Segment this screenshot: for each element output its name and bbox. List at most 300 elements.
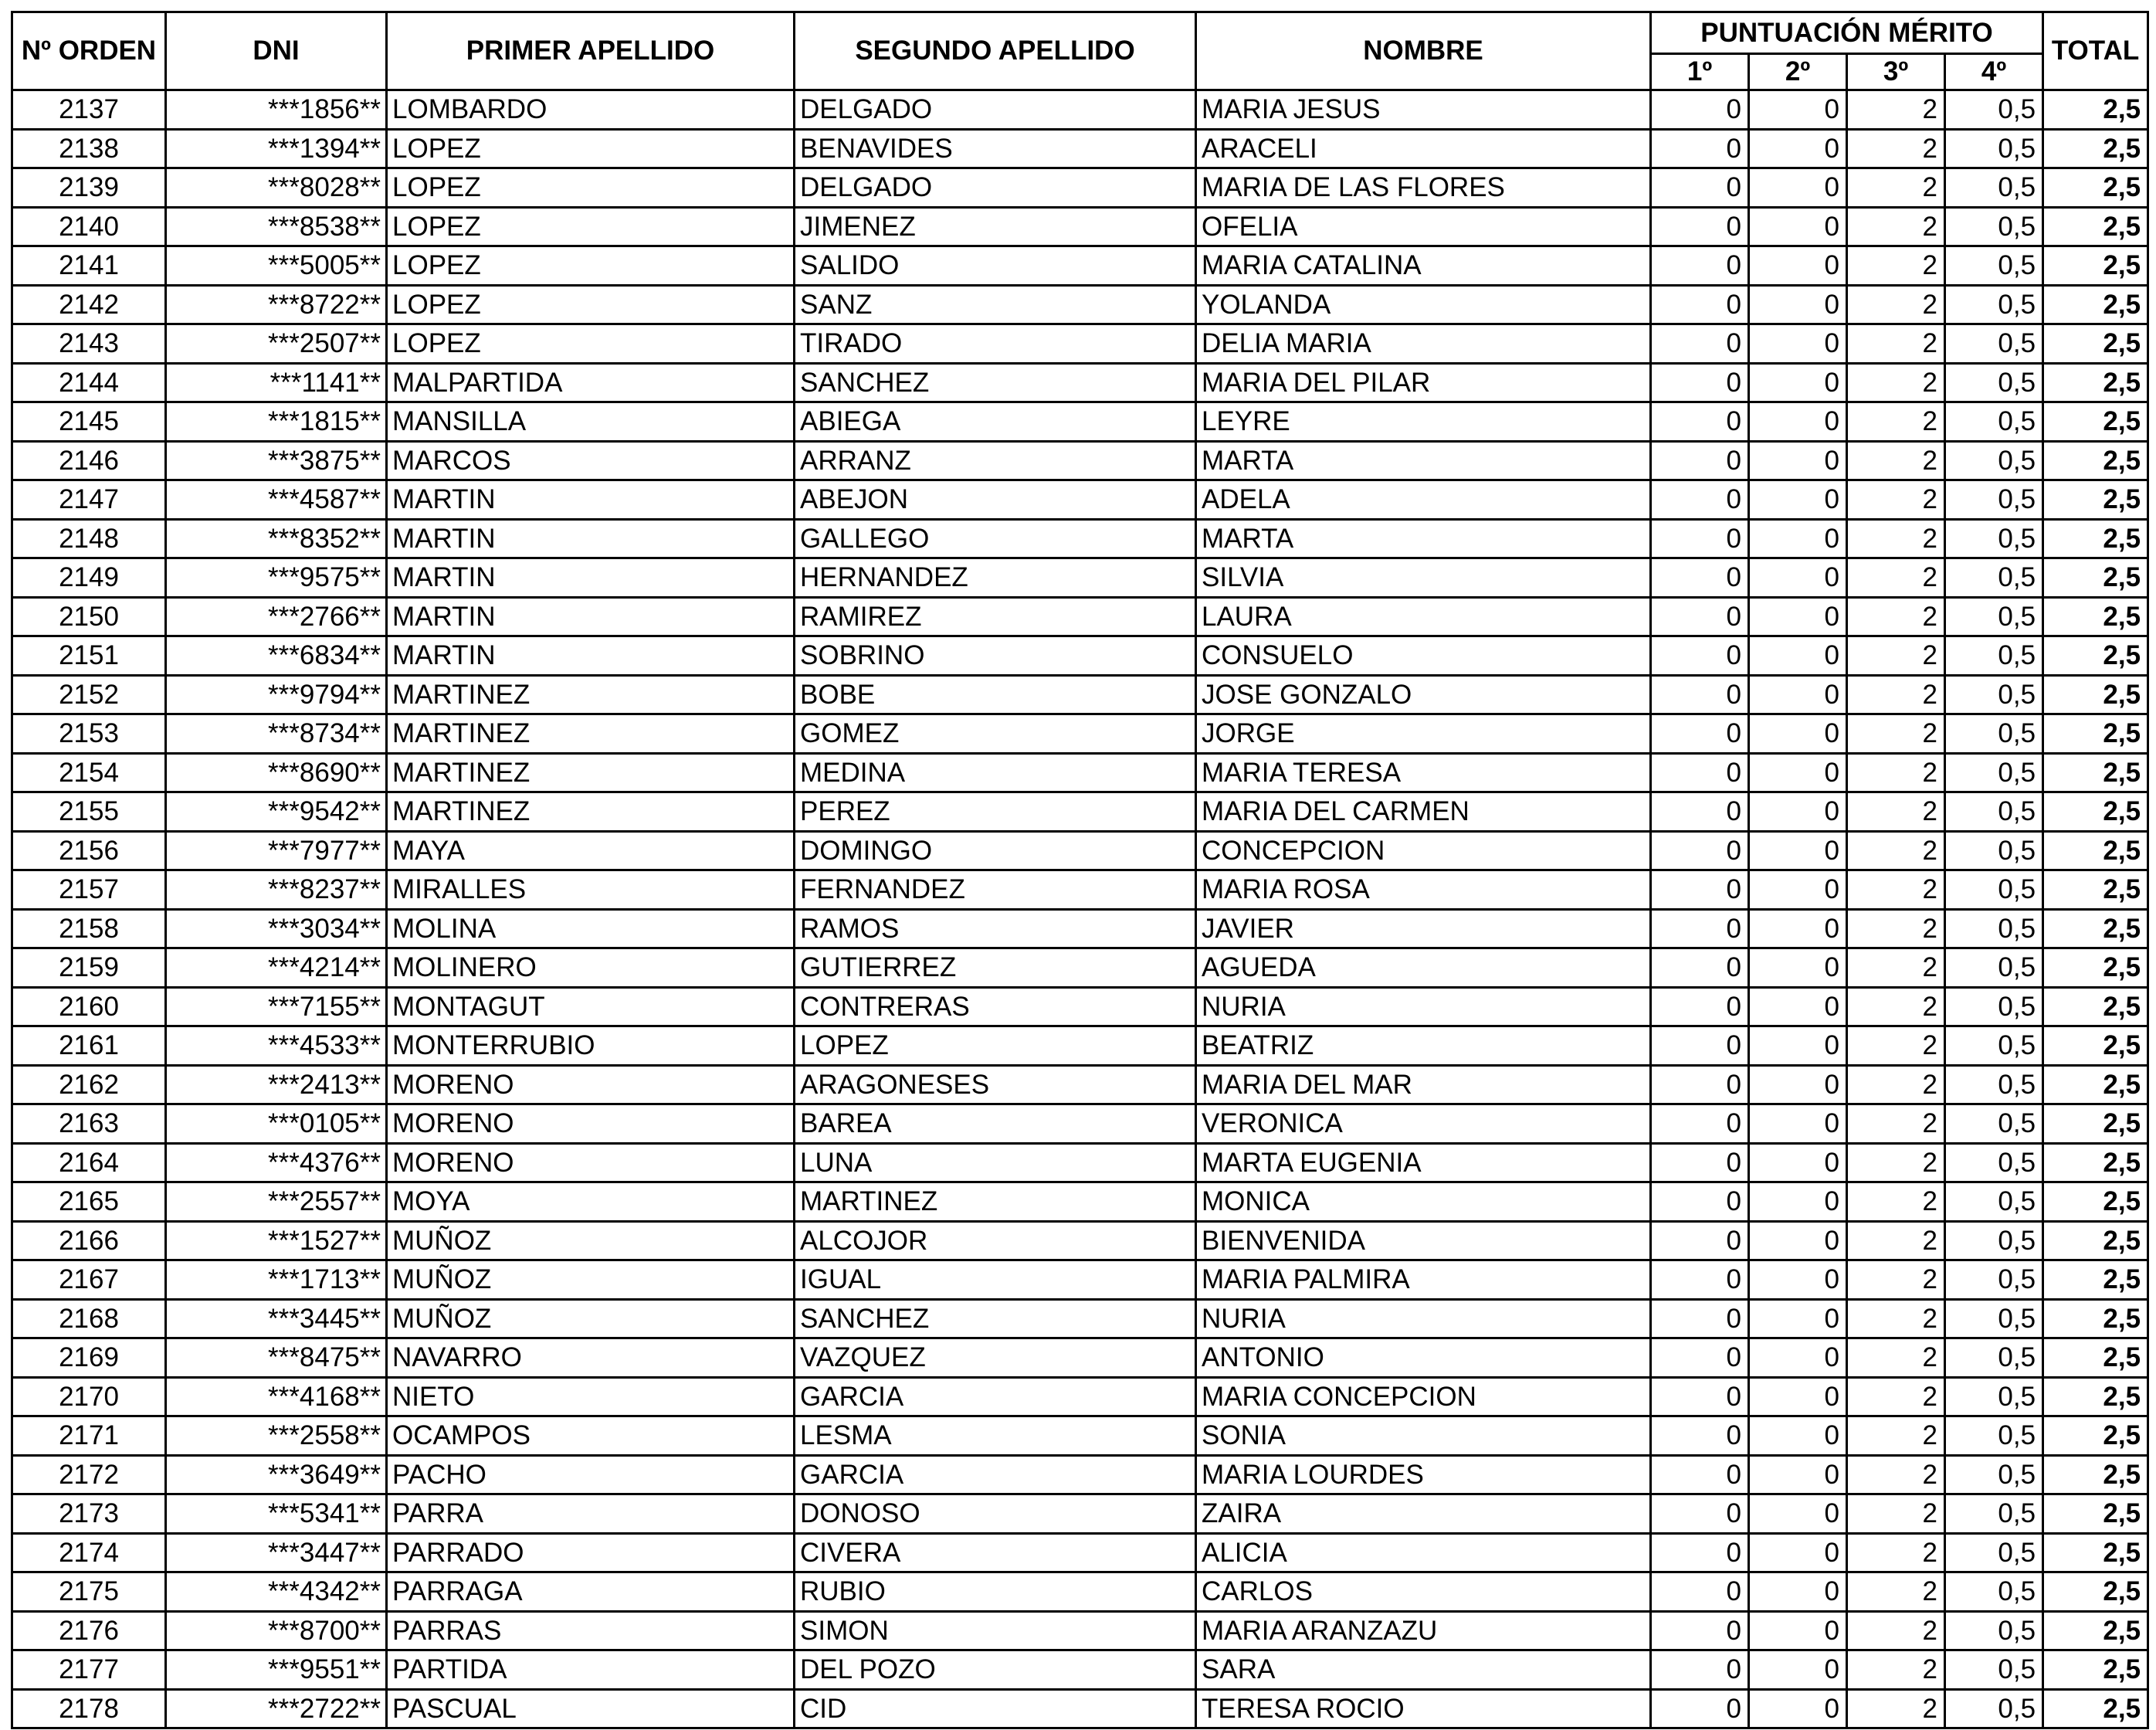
- cell-merito-2: 0: [1749, 675, 1847, 714]
- cell-segundo-apellido: CONTRERAS: [795, 987, 1196, 1026]
- cell-merito-2: 0: [1749, 207, 1847, 246]
- cell-orden: 2148: [12, 519, 166, 558]
- cell-total: 2,5: [2043, 987, 2148, 1026]
- cell-merito-3: 2: [1847, 792, 1945, 832]
- cell-merito-2: 0: [1749, 1026, 1847, 1066]
- table-row: [12, 1377, 2148, 1416]
- cell-segundo-apellido: SANCHEZ: [795, 1299, 1196, 1338]
- cell-total: 2,5: [2043, 324, 2148, 364]
- cell-merito-3: 2: [1847, 1650, 1945, 1690]
- cell-orden: 2147: [12, 480, 166, 520]
- cell-orden: 2156: [12, 831, 166, 870]
- cell-segundo-apellido: DOMINGO: [795, 831, 1196, 870]
- cell-merito-3: 2: [1847, 948, 1945, 988]
- cell-primer-apellido: MALPARTIDA: [387, 363, 795, 402]
- cell-merito-3: 2: [1847, 909, 1945, 948]
- header-orden: Nº ORDEN: [12, 12, 166, 90]
- cell-segundo-apellido: ABIEGA: [795, 402, 1196, 442]
- table-row: [12, 831, 2148, 870]
- cell-segundo-apellido: CID: [795, 1689, 1196, 1728]
- cell-orden: 2143: [12, 324, 166, 364]
- cell-merito-2: 0: [1749, 1221, 1847, 1260]
- cell-merito-3: 2: [1847, 1533, 1945, 1572]
- cell-nombre: CARLOS: [1196, 1572, 1651, 1612]
- cell-merito-4: 0,5: [1945, 363, 2043, 402]
- cell-segundo-apellido: DEL POZO: [795, 1650, 1196, 1690]
- cell-nombre: MARIA DEL CARMEN: [1196, 792, 1651, 832]
- cell-merito-3: 2: [1847, 1611, 1945, 1650]
- cell-orden: 2139: [12, 168, 166, 208]
- cell-merito-4: 0,5: [1945, 1182, 2043, 1222]
- cell-segundo-apellido: RUBIO: [795, 1572, 1196, 1612]
- cell-segundo-apellido: JIMENEZ: [795, 207, 1196, 246]
- cell-segundo-apellido: SANZ: [795, 285, 1196, 324]
- cell-merito-3: 2: [1847, 1494, 1945, 1534]
- cell-primer-apellido: MARTINEZ: [387, 792, 795, 832]
- cell-merito-2: 0: [1749, 285, 1847, 324]
- cell-total: 2,5: [2043, 597, 2148, 636]
- cell-nombre: JAVIER: [1196, 909, 1651, 948]
- cell-nombre: MARTA EUGENIA: [1196, 1143, 1651, 1182]
- cell-primer-apellido: MANSILLA: [387, 402, 795, 442]
- cell-nombre: ZAIRA: [1196, 1494, 1651, 1534]
- cell-primer-apellido: LOPEZ: [387, 129, 795, 168]
- cell-nombre: MARIA ROSA: [1196, 870, 1651, 910]
- cell-merito-4: 0,5: [1945, 519, 2043, 558]
- cell-merito-2: 0: [1749, 129, 1847, 168]
- cell-merito-3: 2: [1847, 1221, 1945, 1260]
- cell-merito-1: 0: [1651, 597, 1749, 636]
- cell-merito-1: 0: [1651, 1572, 1749, 1612]
- cell-merito-3: 2: [1847, 870, 1945, 910]
- cell-dni: ***9794**: [166, 675, 387, 714]
- cell-nombre: YOLANDA: [1196, 285, 1651, 324]
- cell-segundo-apellido: HERNANDEZ: [795, 558, 1196, 598]
- cell-total: 2,5: [2043, 831, 2148, 870]
- cell-merito-4: 0,5: [1945, 831, 2043, 870]
- cell-merito-3: 2: [1847, 246, 1945, 286]
- cell-nombre: OFELIA: [1196, 207, 1651, 246]
- header-nombre: NOMBRE: [1196, 12, 1651, 90]
- cell-merito-3: 2: [1847, 519, 1945, 558]
- cell-orden: 2137: [12, 90, 166, 130]
- cell-nombre: CONCEPCION: [1196, 831, 1651, 870]
- cell-nombre: LEYRE: [1196, 402, 1651, 442]
- cell-merito-4: 0,5: [1945, 1572, 2043, 1612]
- cell-orden: 2168: [12, 1299, 166, 1338]
- cell-nombre: NURIA: [1196, 1299, 1651, 1338]
- cell-total: 2,5: [2043, 1494, 2148, 1534]
- cell-segundo-apellido: BOBE: [795, 675, 1196, 714]
- cell-dni: ***2413**: [166, 1065, 387, 1104]
- cell-orden: 2172: [12, 1455, 166, 1494]
- cell-merito-1: 0: [1651, 1221, 1749, 1260]
- cell-merito-1: 0: [1651, 1104, 1749, 1144]
- cell-merito-3: 2: [1847, 207, 1945, 246]
- cell-nombre: BIENVENIDA: [1196, 1221, 1651, 1260]
- cell-merito-4: 0,5: [1945, 1611, 2043, 1650]
- cell-merito-1: 0: [1651, 90, 1749, 130]
- cell-merito-1: 0: [1651, 246, 1749, 286]
- cell-segundo-apellido: PEREZ: [795, 792, 1196, 832]
- cell-primer-apellido: PASCUAL: [387, 1689, 795, 1728]
- cell-dni: ***3445**: [166, 1299, 387, 1338]
- cell-segundo-apellido: BENAVIDES: [795, 129, 1196, 168]
- cell-primer-apellido: PARRAGA: [387, 1572, 795, 1612]
- cell-primer-apellido: MUÑOZ: [387, 1299, 795, 1338]
- cell-dni: ***9551**: [166, 1650, 387, 1690]
- cell-nombre: MARTA: [1196, 441, 1651, 480]
- table-row: [12, 1299, 2148, 1338]
- cell-dni: ***8538**: [166, 207, 387, 246]
- cell-dni: ***7977**: [166, 831, 387, 870]
- cell-total: 2,5: [2043, 1416, 2148, 1456]
- cell-merito-3: 2: [1847, 1026, 1945, 1066]
- cell-merito-1: 0: [1651, 1533, 1749, 1572]
- cell-total: 2,5: [2043, 168, 2148, 208]
- cell-merito-2: 0: [1749, 519, 1847, 558]
- cell-total: 2,5: [2043, 1455, 2148, 1494]
- table-row: [12, 558, 2148, 598]
- cell-merito-2: 0: [1749, 792, 1847, 832]
- cell-primer-apellido: MORENO: [387, 1143, 795, 1182]
- cell-dni: ***4168**: [166, 1377, 387, 1416]
- table-row: [12, 909, 2148, 948]
- cell-total: 2,5: [2043, 1338, 2148, 1378]
- table-row: [12, 1065, 2148, 1104]
- cell-dni: ***4587**: [166, 480, 387, 520]
- cell-primer-apellido: NIETO: [387, 1377, 795, 1416]
- cell-orden: 2153: [12, 714, 166, 754]
- cell-merito-3: 2: [1847, 675, 1945, 714]
- cell-merito-4: 0,5: [1945, 1065, 2043, 1104]
- cell-merito-1: 0: [1651, 675, 1749, 714]
- cell-nombre: TERESA ROCIO: [1196, 1689, 1651, 1728]
- cell-nombre: MARIA TERESA: [1196, 753, 1651, 792]
- cell-merito-2: 0: [1749, 90, 1847, 130]
- cell-merito-1: 0: [1651, 324, 1749, 364]
- cell-merito-1: 0: [1651, 1338, 1749, 1378]
- cell-dni: ***8352**: [166, 519, 387, 558]
- cell-total: 2,5: [2043, 1533, 2148, 1572]
- table-row: [12, 597, 2148, 636]
- cell-merito-4: 0,5: [1945, 1455, 2043, 1494]
- cell-total: 2,5: [2043, 870, 2148, 910]
- cell-dni: ***4342**: [166, 1572, 387, 1612]
- cell-merito-3: 2: [1847, 1182, 1945, 1222]
- cell-primer-apellido: MARTIN: [387, 558, 795, 598]
- cell-total: 2,5: [2043, 1650, 2148, 1690]
- table-row: [12, 441, 2148, 480]
- cell-orden: 2164: [12, 1143, 166, 1182]
- cell-orden: 2178: [12, 1689, 166, 1728]
- cell-merito-1: 0: [1651, 363, 1749, 402]
- cell-merito-2: 0: [1749, 1182, 1847, 1222]
- cell-orden: 2151: [12, 636, 166, 676]
- cell-merito-2: 0: [1749, 636, 1847, 676]
- cell-segundo-apellido: VAZQUEZ: [795, 1338, 1196, 1378]
- cell-merito-1: 0: [1651, 987, 1749, 1026]
- cell-merito-3: 2: [1847, 558, 1945, 598]
- cell-dni: ***5341**: [166, 1494, 387, 1534]
- cell-nombre: MARIA CATALINA: [1196, 246, 1651, 286]
- cell-segundo-apellido: IGUAL: [795, 1260, 1196, 1300]
- cell-merito-4: 0,5: [1945, 636, 2043, 676]
- cell-merito-4: 0,5: [1945, 558, 2043, 598]
- cell-dni: ***8690**: [166, 753, 387, 792]
- cell-segundo-apellido: LOPEZ: [795, 1026, 1196, 1066]
- cell-orden: 2163: [12, 1104, 166, 1144]
- cell-primer-apellido: MOLINA: [387, 909, 795, 948]
- cell-orden: 2169: [12, 1338, 166, 1378]
- cell-merito-4: 0,5: [1945, 1533, 2043, 1572]
- cell-merito-1: 0: [1651, 1377, 1749, 1416]
- table-row: [12, 363, 2148, 402]
- cell-primer-apellido: MONTAGUT: [387, 987, 795, 1026]
- cell-merito-4: 0,5: [1945, 753, 2043, 792]
- cell-segundo-apellido: CIVERA: [795, 1533, 1196, 1572]
- cell-merito-3: 2: [1847, 714, 1945, 754]
- cell-nombre: MARIA LOURDES: [1196, 1455, 1651, 1494]
- cell-nombre: AGUEDA: [1196, 948, 1651, 988]
- table-row: [12, 1494, 2148, 1534]
- cell-merito-1: 0: [1651, 1143, 1749, 1182]
- cell-merito-3: 2: [1847, 1416, 1945, 1456]
- header-dni: DNI: [166, 12, 387, 90]
- table-row: [12, 1182, 2148, 1222]
- table-row: [12, 1104, 2148, 1144]
- cell-orden: 2149: [12, 558, 166, 598]
- cell-primer-apellido: LOMBARDO: [387, 90, 795, 130]
- table-row: [12, 1611, 2148, 1650]
- cell-merito-1: 0: [1651, 402, 1749, 442]
- cell-nombre: LAURA: [1196, 597, 1651, 636]
- cell-merito-1: 0: [1651, 1065, 1749, 1104]
- cell-merito-2: 0: [1749, 597, 1847, 636]
- cell-merito-3: 2: [1847, 129, 1945, 168]
- cell-merito-3: 2: [1847, 1104, 1945, 1144]
- cell-segundo-apellido: RAMIREZ: [795, 597, 1196, 636]
- cell-merito-4: 0,5: [1945, 1299, 2043, 1338]
- cell-segundo-apellido: ABEJON: [795, 480, 1196, 520]
- cell-merito-4: 0,5: [1945, 480, 2043, 520]
- cell-merito-4: 0,5: [1945, 285, 2043, 324]
- cell-primer-apellido: LOPEZ: [387, 324, 795, 364]
- cell-merito-1: 0: [1651, 207, 1749, 246]
- cell-primer-apellido: LOPEZ: [387, 285, 795, 324]
- cell-orden: 2150: [12, 597, 166, 636]
- cell-total: 2,5: [2043, 246, 2148, 286]
- cell-merito-4: 0,5: [1945, 987, 2043, 1026]
- cell-primer-apellido: MORENO: [387, 1065, 795, 1104]
- cell-orden: 2141: [12, 246, 166, 286]
- cell-total: 2,5: [2043, 285, 2148, 324]
- cell-merito-3: 2: [1847, 1260, 1945, 1300]
- cell-merito-1: 0: [1651, 1260, 1749, 1300]
- cell-merito-4: 0,5: [1945, 675, 2043, 714]
- cell-orden: 2138: [12, 129, 166, 168]
- cell-merito-1: 0: [1651, 1416, 1749, 1456]
- cell-total: 2,5: [2043, 909, 2148, 948]
- cell-merito-4: 0,5: [1945, 870, 2043, 910]
- cell-merito-2: 0: [1749, 363, 1847, 402]
- cell-merito-1: 0: [1651, 636, 1749, 676]
- cell-merito-4: 0,5: [1945, 792, 2043, 832]
- cell-segundo-apellido: SIMON: [795, 1611, 1196, 1650]
- cell-merito-2: 0: [1749, 1143, 1847, 1182]
- table-row: [12, 246, 2148, 286]
- cell-segundo-apellido: BAREA: [795, 1104, 1196, 1144]
- cell-primer-apellido: MUÑOZ: [387, 1260, 795, 1300]
- cell-segundo-apellido: ARRANZ: [795, 441, 1196, 480]
- table-row: [12, 1572, 2148, 1612]
- cell-merito-2: 0: [1749, 246, 1847, 286]
- cell-merito-2: 0: [1749, 324, 1847, 364]
- table-row: [12, 1650, 2148, 1690]
- cell-orden: 2155: [12, 792, 166, 832]
- cell-dni: ***8722**: [166, 285, 387, 324]
- cell-merito-4: 0,5: [1945, 402, 2043, 442]
- cell-nombre: MARIA ARANZAZU: [1196, 1611, 1651, 1650]
- cell-segundo-apellido: LESMA: [795, 1416, 1196, 1456]
- cell-merito-1: 0: [1651, 714, 1749, 754]
- cell-merito-2: 0: [1749, 1104, 1847, 1144]
- cell-total: 2,5: [2043, 1299, 2148, 1338]
- cell-merito-2: 0: [1749, 1377, 1847, 1416]
- header-total: TOTAL: [2043, 12, 2148, 90]
- cell-merito-4: 0,5: [1945, 1143, 2043, 1182]
- cell-dni: ***3649**: [166, 1455, 387, 1494]
- cell-orden: 2144: [12, 363, 166, 402]
- cell-total: 2,5: [2043, 1572, 2148, 1612]
- cell-orden: 2157: [12, 870, 166, 910]
- cell-merito-2: 0: [1749, 480, 1847, 520]
- cell-merito-1: 0: [1651, 831, 1749, 870]
- cell-dni: ***2558**: [166, 1416, 387, 1456]
- cell-primer-apellido: MONTERRUBIO: [387, 1026, 795, 1066]
- cell-merito-3: 2: [1847, 324, 1945, 364]
- cell-merito-3: 2: [1847, 1299, 1945, 1338]
- cell-merito-2: 0: [1749, 1533, 1847, 1572]
- cell-nombre: VERONICA: [1196, 1104, 1651, 1144]
- cell-total: 2,5: [2043, 1260, 2148, 1300]
- cell-dni: ***7155**: [166, 987, 387, 1026]
- cell-merito-3: 2: [1847, 1455, 1945, 1494]
- cell-primer-apellido: PARRAS: [387, 1611, 795, 1650]
- cell-nombre: BEATRIZ: [1196, 1026, 1651, 1066]
- table-row: [12, 1416, 2148, 1456]
- cell-segundo-apellido: MARTINEZ: [795, 1182, 1196, 1222]
- cell-merito-2: 0: [1749, 441, 1847, 480]
- cell-total: 2,5: [2043, 792, 2148, 832]
- cell-nombre: SONIA: [1196, 1416, 1651, 1456]
- cell-merito-3: 2: [1847, 441, 1945, 480]
- cell-primer-apellido: MARCOS: [387, 441, 795, 480]
- cell-segundo-apellido: GARCIA: [795, 1377, 1196, 1416]
- cell-merito-2: 0: [1749, 1260, 1847, 1300]
- cell-total: 2,5: [2043, 1377, 2148, 1416]
- cell-merito-2: 0: [1749, 753, 1847, 792]
- cell-dni: ***0105**: [166, 1104, 387, 1144]
- cell-segundo-apellido: ARAGONESES: [795, 1065, 1196, 1104]
- table-header: [12, 12, 2148, 90]
- header-segundo-apellido: SEGUNDO APELLIDO: [795, 12, 1196, 90]
- cell-orden: 2173: [12, 1494, 166, 1534]
- cell-dni: ***5005**: [166, 246, 387, 286]
- cell-primer-apellido: MOLINERO: [387, 948, 795, 988]
- header-merito-1: 1º: [1651, 54, 1749, 90]
- header-puntuacion-merito: PUNTUACIÓN MÉRITO: [1651, 12, 2043, 54]
- cell-dni: ***1713**: [166, 1260, 387, 1300]
- cell-merito-1: 0: [1651, 441, 1749, 480]
- table-row: [12, 90, 2148, 130]
- table-row: [12, 1260, 2148, 1300]
- table-row: [12, 1689, 2148, 1728]
- cell-merito-4: 0,5: [1945, 207, 2043, 246]
- cell-merito-2: 0: [1749, 558, 1847, 598]
- cell-merito-4: 0,5: [1945, 714, 2043, 754]
- cell-primer-apellido: PACHO: [387, 1455, 795, 1494]
- cell-orden: 2177: [12, 1650, 166, 1690]
- table-row: [12, 792, 2148, 832]
- cell-merito-2: 0: [1749, 831, 1847, 870]
- cell-segundo-apellido: FERNANDEZ: [795, 870, 1196, 910]
- cell-primer-apellido: OCAMPOS: [387, 1416, 795, 1456]
- cell-merito-2: 0: [1749, 1611, 1847, 1650]
- cell-orden: 2161: [12, 1026, 166, 1066]
- cell-orden: 2154: [12, 753, 166, 792]
- cell-segundo-apellido: TIRADO: [795, 324, 1196, 364]
- cell-merito-3: 2: [1847, 1143, 1945, 1182]
- cell-merito-1: 0: [1651, 753, 1749, 792]
- table-row: [12, 675, 2148, 714]
- cell-merito-2: 0: [1749, 870, 1847, 910]
- cell-merito-2: 0: [1749, 948, 1847, 988]
- cell-merito-3: 2: [1847, 1689, 1945, 1728]
- cell-merito-1: 0: [1651, 285, 1749, 324]
- table-row: [12, 519, 2148, 558]
- cell-orden: 2158: [12, 909, 166, 948]
- cell-total: 2,5: [2043, 1689, 2148, 1728]
- cell-primer-apellido: MARTINEZ: [387, 675, 795, 714]
- cell-dni: ***8734**: [166, 714, 387, 754]
- cell-dni: ***8237**: [166, 870, 387, 910]
- table-row: [12, 402, 2148, 442]
- cell-dni: ***2722**: [166, 1689, 387, 1728]
- table-row: [12, 1143, 2148, 1182]
- cell-nombre: DELIA MARIA: [1196, 324, 1651, 364]
- cell-dni: ***1527**: [166, 1221, 387, 1260]
- cell-merito-3: 2: [1847, 753, 1945, 792]
- cell-dni: ***1394**: [166, 129, 387, 168]
- cell-total: 2,5: [2043, 1026, 2148, 1066]
- cell-merito-1: 0: [1651, 1650, 1749, 1690]
- cell-total: 2,5: [2043, 675, 2148, 714]
- cell-merito-1: 0: [1651, 1182, 1749, 1222]
- table-row: [12, 168, 2148, 208]
- header-primer-apellido: PRIMER APELLIDO: [387, 12, 795, 90]
- cell-merito-4: 0,5: [1945, 1416, 2043, 1456]
- cell-merito-1: 0: [1651, 1611, 1749, 1650]
- cell-primer-apellido: PARRA: [387, 1494, 795, 1534]
- table-row: [12, 1026, 2148, 1066]
- cell-total: 2,5: [2043, 714, 2148, 754]
- table-row: [12, 636, 2148, 676]
- cell-segundo-apellido: DELGADO: [795, 168, 1196, 208]
- cell-merito-4: 0,5: [1945, 1338, 2043, 1378]
- cell-merito-4: 0,5: [1945, 909, 2043, 948]
- cell-total: 2,5: [2043, 1143, 2148, 1182]
